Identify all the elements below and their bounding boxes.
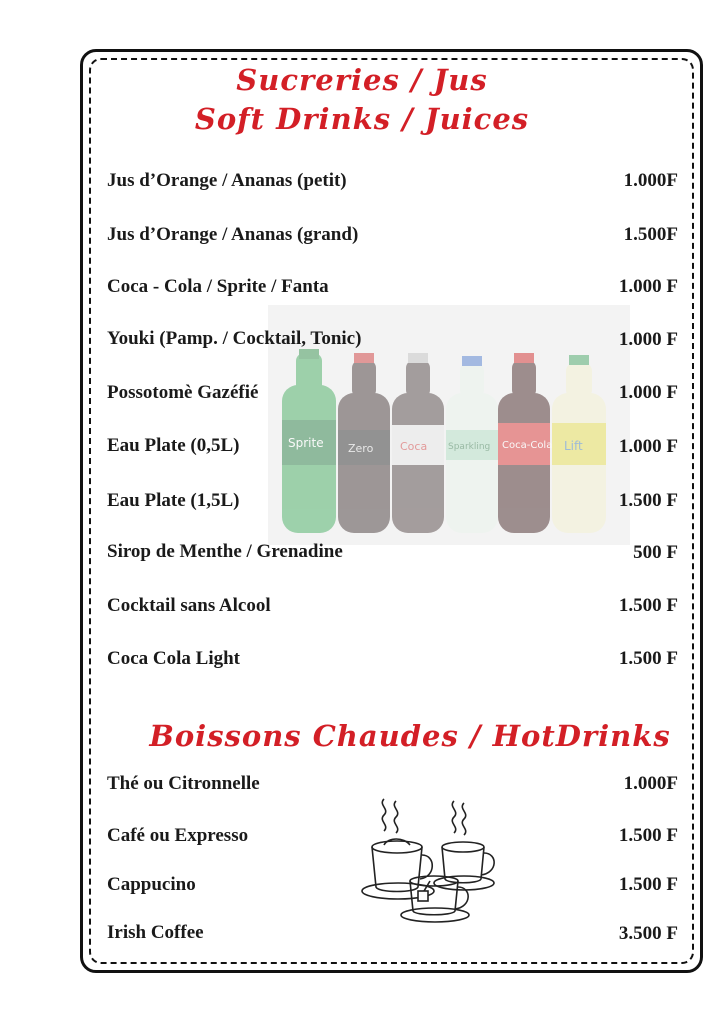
menu-item-name: Cocktail sans Alcool <box>107 595 271 616</box>
menu-item-price: 1.000 F <box>618 382 678 403</box>
menu-item-price: 1.000 F <box>618 329 678 350</box>
menu-item-price: 1.000F <box>623 773 678 794</box>
menu-item-price: 1.500 F <box>618 490 678 511</box>
bottle-label: Lift <box>564 439 583 453</box>
menu-item-name: Eau Plate (0,5L) <box>107 435 240 456</box>
bottle-label: Coca <box>400 440 428 453</box>
menu-item-name: Coca - Cola / Sprite / Fanta <box>107 276 329 297</box>
menu-item-name: Irish Coffee <box>107 922 204 943</box>
soft-drinks-title-fr: Sucreries / Jus <box>236 63 488 97</box>
menu-item-price: 1.500F <box>623 224 678 245</box>
bottle-label: Sparkling <box>448 442 491 452</box>
soft-drinks-title-en: Soft Drinks / Juices <box>194 102 530 136</box>
bottle-label: Zero <box>348 442 374 455</box>
menu-item-name: Café ou Expresso <box>107 825 249 846</box>
coffee-cups-icon <box>358 795 508 925</box>
menu-item-name: Jus d’Orange / Ananas (grand) <box>107 224 359 245</box>
menu-item-name: Eau Plate (1,5L) <box>107 490 240 511</box>
menu-item-price: 500 F <box>633 542 678 563</box>
menu-item-price: 1.000 F <box>618 276 678 297</box>
menu-item-price: 1.000 F <box>618 436 678 457</box>
menu-item-price: 1.500 F <box>618 874 678 895</box>
menu-item-name: Thé ou Citronnelle <box>107 773 260 794</box>
menu-item-name: Possotomè Gazéfié <box>107 382 259 403</box>
menu-item-name: Coca Cola Light <box>107 648 240 669</box>
menu-item-price: 3.500 F <box>618 923 678 944</box>
bottle-label: Coca-Cola <box>502 440 553 451</box>
menu-item-name: Jus d’Orange / Ananas (petit) <box>107 170 347 191</box>
menu-item-name: Cappucino <box>107 874 196 895</box>
menu-item-price: 1.500 F <box>618 825 678 846</box>
hot-drinks-title: Boissons Chaudes / HotDrinks <box>149 719 671 753</box>
menu-item-name: Youki (Pamp. / Cocktail, Tonic) <box>107 328 362 349</box>
bottle-label: Sprite <box>288 436 324 450</box>
menu-item-price: 1.500 F <box>618 648 678 669</box>
menu-item-price: 1.000F <box>623 170 678 191</box>
menu-item-name: Sirop de Menthe / Grenadine <box>107 541 343 562</box>
menu-item-price: 1.500 F <box>618 595 678 616</box>
